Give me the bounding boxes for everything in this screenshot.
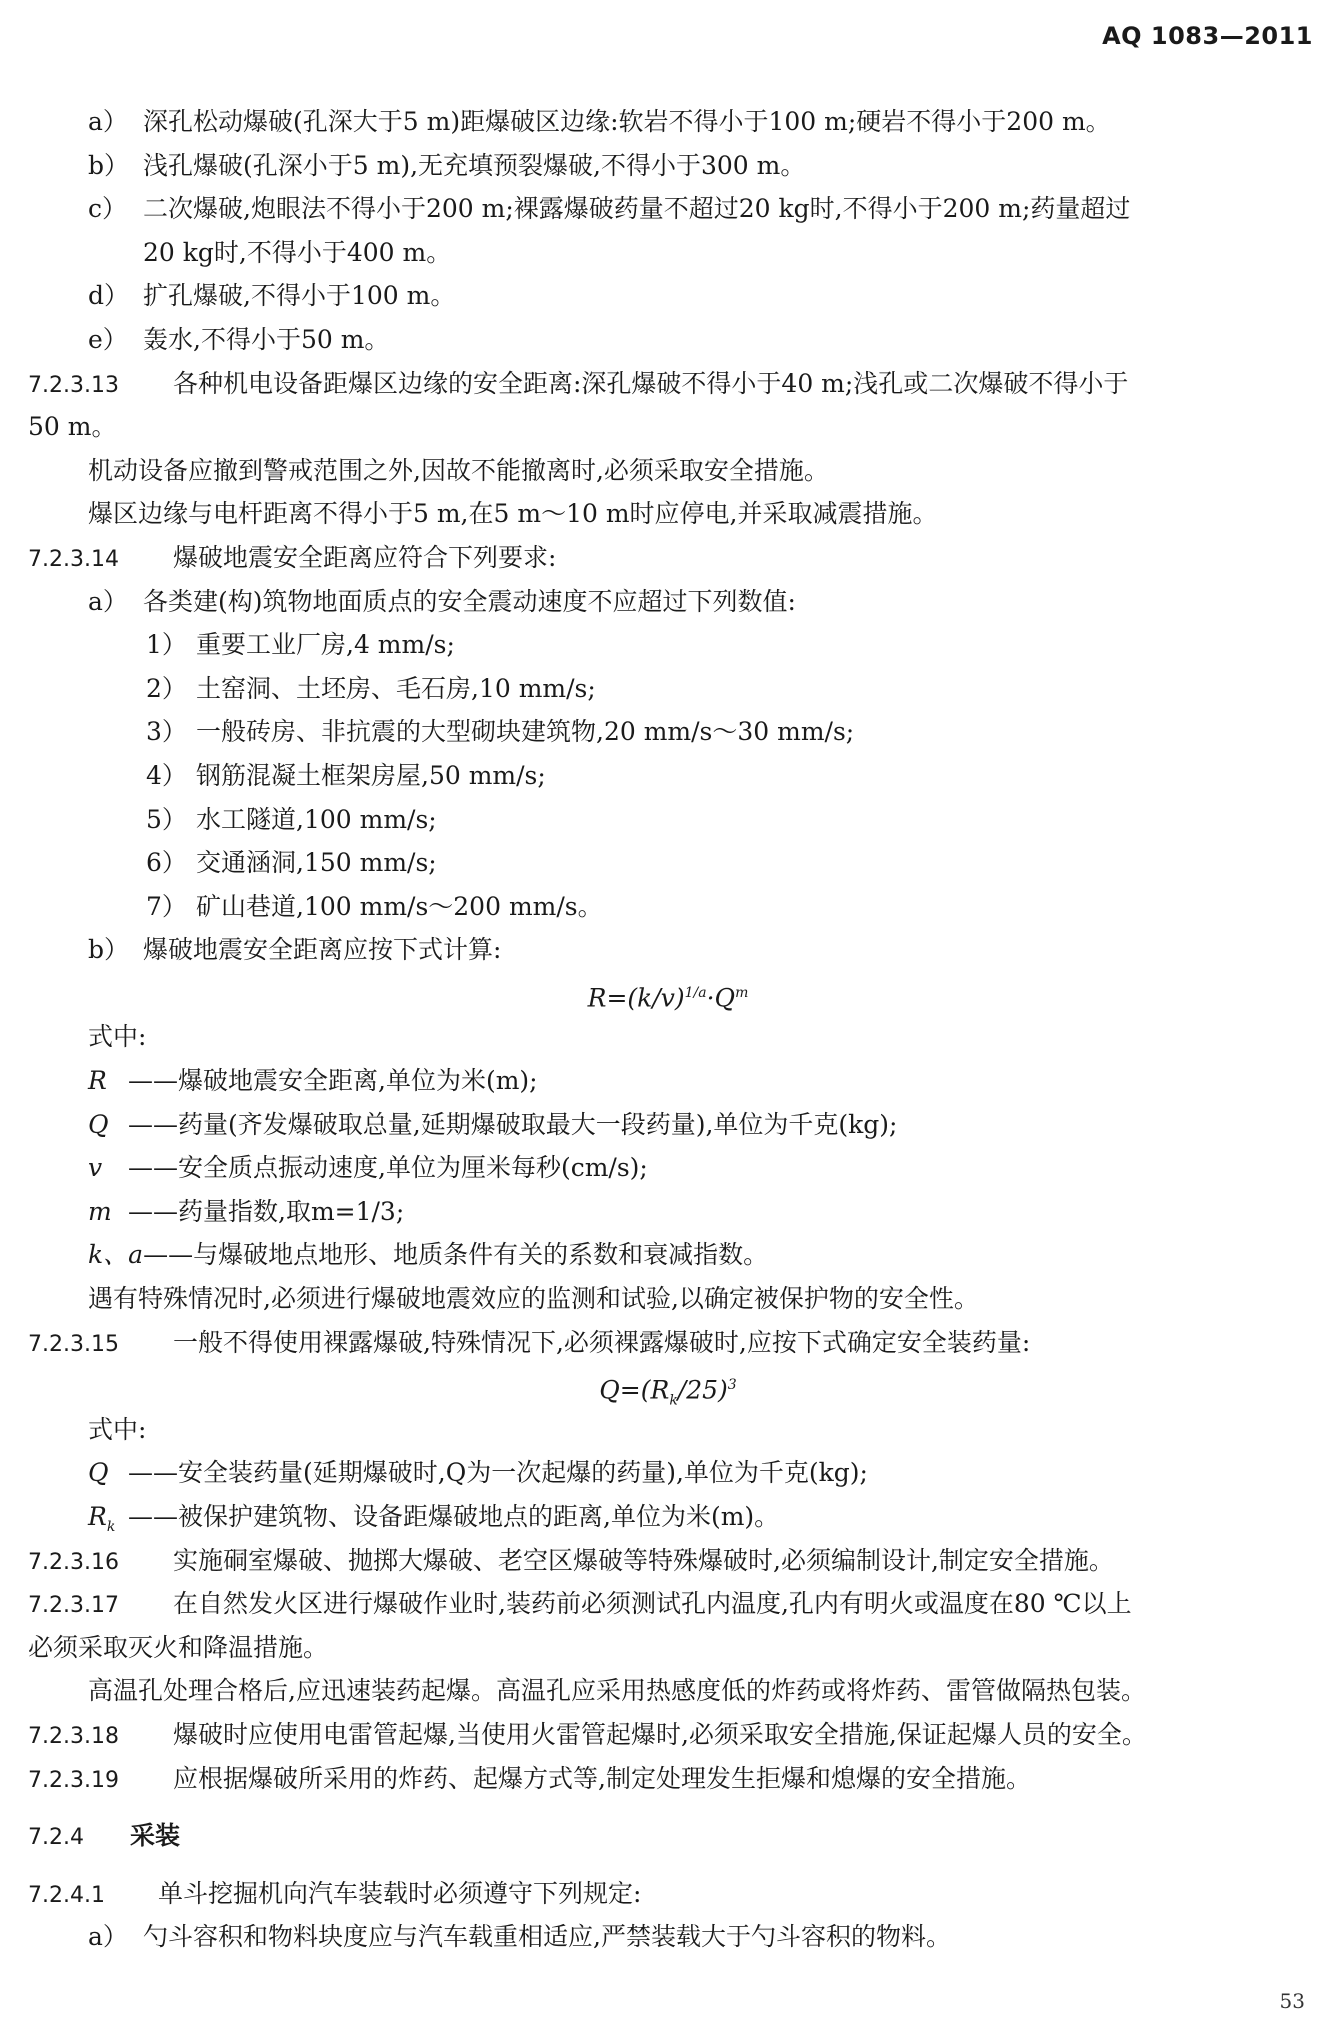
list-number: 5） bbox=[146, 804, 187, 834]
velocity-list-item bbox=[28, 841, 1308, 885]
item-label: b） bbox=[88, 935, 130, 965]
list-number: 4） bbox=[146, 760, 187, 790]
clause-number: 7.2.3.15 bbox=[28, 1331, 119, 1357]
clause-number: 7.2.3.13 bbox=[28, 372, 119, 398]
list-text: 交通涵洞,150 mm/s; bbox=[196, 848, 437, 878]
formula-exponent: m bbox=[735, 984, 749, 1001]
velocity-list-item bbox=[28, 710, 1308, 754]
clause-7-2-3-15 bbox=[28, 1321, 1308, 1365]
clause-text: 应根据爆破所采用的炸药、起爆方式等,制定处理发生拒爆和熄爆的安全措施。 bbox=[173, 1763, 1031, 1793]
clause-number: 7.2.3.17 bbox=[28, 1593, 119, 1619]
clause-number: 7.2.4.1 bbox=[28, 1882, 105, 1908]
document-body bbox=[28, 100, 1308, 1959]
variable-symbol: R bbox=[88, 1066, 107, 1096]
section-heading-7-2-4 bbox=[28, 1814, 1308, 1858]
velocity-list-item bbox=[28, 754, 1308, 798]
seismic-distance-formula bbox=[28, 972, 1308, 1016]
variable-definition bbox=[28, 1495, 1308, 1539]
intro-item-e bbox=[28, 318, 1308, 362]
variable-definition bbox=[28, 1451, 1308, 1495]
variable-symbol: m bbox=[88, 1196, 112, 1226]
variable-definition bbox=[28, 1233, 1308, 1277]
list-text: 水工隧道,100 mm/s; bbox=[196, 804, 437, 834]
clause-7-2-3-13 bbox=[28, 362, 1308, 406]
list-number: 7） bbox=[146, 891, 187, 921]
list-text: 矿山巷道,100 mm/s～200 mm/s。 bbox=[196, 891, 603, 921]
variable-definition bbox=[28, 1059, 1308, 1103]
variable-description: ——药量(齐发爆破取总量,延期爆破取最大一段药量),单位为千克(kg); bbox=[128, 1109, 898, 1139]
variable-description: ——爆破地震安全距离,单位为米(m); bbox=[128, 1066, 538, 1096]
variable-symbol: k、a bbox=[88, 1240, 144, 1270]
clause-7-2-3-17-continuation: 必须采取灭火和降温措施。 bbox=[28, 1632, 329, 1662]
variable-description: ——安全装药量(延期爆破时,Q为一次起爆的药量),单位为千克(kg); bbox=[128, 1458, 868, 1488]
clause-7-2-4-1 bbox=[28, 1872, 1308, 1916]
clause-text: 各种机电设备距爆区边缘的安全距离:深孔爆破不得小于40 m;浅孔或二次爆破不得小于 bbox=[173, 368, 1129, 398]
clause-7-2-3-13-continuation: 50 m。 bbox=[28, 412, 117, 442]
variable-definition bbox=[28, 1103, 1308, 1147]
formula-exponent: 3 bbox=[727, 1377, 737, 1394]
item-text: 各类建(构)筑物地面质点的安全震动速度不应超过下列数值: bbox=[143, 586, 796, 616]
clause-text: 爆破时应使用电雷管起爆,当使用火雷管起爆时,必须采取安全措施,保证起爆人员的安全。 bbox=[173, 1719, 1147, 1749]
item-text: 深孔松动爆破(孔深大于5 m)距爆破区边缘:软岩不得小于100 m;硬岩不得小于200 m。 bbox=[143, 107, 1111, 136]
formula-tail: /25) bbox=[677, 1375, 728, 1405]
variable-description: ——安全质点振动速度,单位为厘米每秒(cm/s); bbox=[128, 1153, 648, 1183]
formula-main: Q=(R bbox=[599, 1375, 670, 1405]
formula-exponent: 1/a bbox=[684, 984, 707, 1001]
list-text: 重要工业厂房,4 mm/s; bbox=[196, 630, 455, 660]
variable-letter: R bbox=[88, 1502, 107, 1531]
clause-7-2-3-17 bbox=[28, 1582, 1308, 1626]
clause-number: 7.2.3.19 bbox=[28, 1767, 119, 1793]
variable-subscript: k bbox=[106, 1519, 116, 1535]
page-number: 53 bbox=[1279, 1989, 1305, 2013]
item-label: a） bbox=[88, 1922, 128, 1952]
clause-number: 7.2.3.18 bbox=[28, 1723, 119, 1749]
item-text: 扩孔爆破,不得小于100 m。 bbox=[143, 281, 456, 311]
clause-number: 7.2.3.16 bbox=[28, 1549, 119, 1575]
clause-text: 爆破地震安全距离应符合下列要求: bbox=[173, 542, 557, 572]
item-text: 二次爆破,炮眼法不得小于200 m;裸露爆破药量不超过20 kg时,不得小于200 m;药量超过 bbox=[143, 194, 1131, 224]
list-number: 2） bbox=[146, 673, 187, 703]
clause-text: 一般不得使用裸露爆破,特殊情况下,必须裸露爆破时,应按下式确定安全装药量: bbox=[173, 1327, 1031, 1357]
clause-7-2-3-16 bbox=[28, 1539, 1308, 1583]
clause-7-2-3-14-note: 遇有特殊情况时,必须进行爆破地震效应的监测和试验,以确定被保护物的安全性。 bbox=[88, 1284, 979, 1314]
item-text: 轰水,不得小于50 m。 bbox=[143, 324, 390, 354]
intro-item-d bbox=[28, 274, 1308, 318]
variable-symbol: Q bbox=[88, 1109, 109, 1139]
where-label: 式中: bbox=[88, 1414, 147, 1444]
item-label: a） bbox=[88, 107, 128, 136]
item-label: a） bbox=[88, 586, 128, 616]
intro-item-a bbox=[28, 100, 1308, 144]
section-title: 采装 bbox=[130, 1821, 181, 1851]
velocity-list-item bbox=[28, 885, 1308, 929]
velocity-list-item bbox=[28, 623, 1308, 667]
item-label: d） bbox=[88, 281, 130, 311]
item-text: 爆破地震安全距离应按下式计算: bbox=[143, 935, 502, 965]
intro-item-c bbox=[28, 187, 1308, 231]
clause-7-2-3-13-paragraph-2: 爆区边缘与电杆距离不得小于5 m,在5 m～10 m时应停电,并采取减震措施。 bbox=[88, 499, 938, 529]
intro-item-b bbox=[28, 144, 1308, 188]
clause-7-2-3-14-item-b bbox=[28, 928, 1308, 972]
list-text: 土窑洞、土坯房、毛石房,10 mm/s; bbox=[196, 673, 596, 703]
clause-7-2-3-14-item-a bbox=[28, 580, 1308, 624]
clause-7-2-4-1-item-a bbox=[28, 1915, 1308, 1959]
item-text: 勺斗容积和物料块度应与汽车载重相适应,严禁装载大于勺斗容积的物料。 bbox=[143, 1922, 951, 1952]
variable-description: ——与爆破地点地形、地质条件有关的系数和衰减指数。 bbox=[143, 1240, 769, 1270]
list-text: 钢筋混凝土框架房屋,50 mm/s; bbox=[196, 760, 546, 790]
clause-text: 单斗挖掘机向汽车装载时必须遵守下列规定: bbox=[158, 1878, 642, 1908]
clause-text: 在自然发火区进行爆破作业时,装药前必须测试孔内温度,孔内有明火或温度在80 ℃以上 bbox=[173, 1589, 1132, 1619]
variable-description: ——药量指数,取m=1/3; bbox=[128, 1196, 405, 1226]
clause-7-2-3-17-paragraph: 高温孔处理合格后,应迅速装药起爆。高温孔应采用热感度低的炸药或将炸药、雷管做隔热包装。 bbox=[88, 1676, 1146, 1706]
variable-symbol: Q bbox=[88, 1458, 109, 1488]
clause-7-2-3-18 bbox=[28, 1713, 1308, 1757]
formula-mid: ·Q bbox=[706, 983, 736, 1013]
variable-description: ——被保护建筑物、设备距爆破地点的距离,单位为米(m)。 bbox=[128, 1502, 780, 1531]
clause-7-2-3-14 bbox=[28, 536, 1308, 580]
velocity-list-item bbox=[28, 667, 1308, 711]
variable-symbol: v bbox=[88, 1153, 103, 1183]
variable-definition bbox=[28, 1146, 1308, 1190]
velocity-list-item bbox=[28, 798, 1308, 842]
where-label: 式中: bbox=[88, 1022, 147, 1052]
item-label: c） bbox=[88, 194, 128, 224]
variable-definition bbox=[28, 1190, 1308, 1234]
section-number: 7.2.4 bbox=[28, 1825, 84, 1851]
list-text: 一般砖房、非抗震的大型砌块建筑物,20 mm/s～30 mm/s; bbox=[196, 717, 855, 747]
clause-text: 实施硐室爆破、抛掷大爆破、老空区爆破等特殊爆破时,必须编制设计,制定安全措施。 bbox=[173, 1545, 1114, 1575]
intro-item-c-continuation: 20 kg时,不得小于400 m。 bbox=[143, 237, 452, 267]
item-text: 浅孔爆破(孔深小于5 m),无充填预裂爆破,不得小于300 m。 bbox=[143, 150, 806, 180]
clause-7-2-3-19 bbox=[28, 1757, 1308, 1801]
list-number: 6） bbox=[146, 848, 187, 878]
list-number: 3） bbox=[146, 717, 187, 747]
document-code-header: AQ 1083—2011 bbox=[1102, 22, 1313, 50]
clause-7-2-3-13-paragraph-1: 机动设备应撤到警戒范围之外,因故不能撤离时,必须采取安全措施。 bbox=[88, 455, 829, 485]
item-label: b） bbox=[88, 150, 130, 180]
charge-formula bbox=[28, 1364, 1308, 1408]
formula-main: R=(k/v) bbox=[587, 983, 685, 1013]
item-label: e） bbox=[88, 324, 128, 354]
list-number: 1） bbox=[146, 630, 187, 660]
clause-number: 7.2.3.14 bbox=[28, 546, 119, 572]
formula-subscript: k bbox=[669, 1392, 678, 1409]
